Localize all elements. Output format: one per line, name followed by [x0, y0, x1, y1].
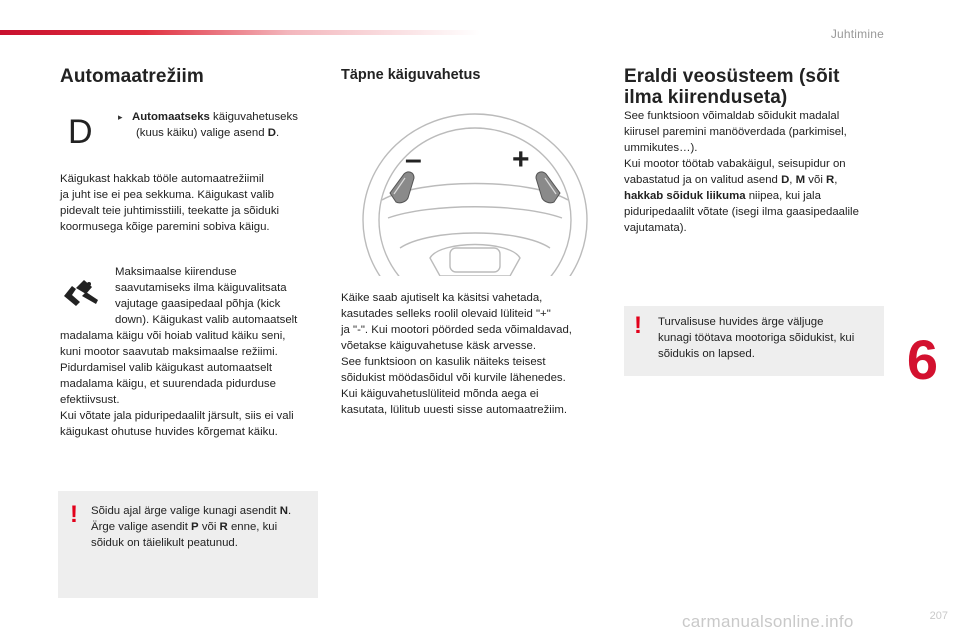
plus-symbol: +	[512, 143, 530, 176]
minus-paddle-icon	[390, 172, 414, 203]
right-warning-text: Turvalisuse huvides ärge väljuge kunagi töötava mootoriga sõidukist, kui sõidukis on lapsed.	[658, 316, 855, 360]
left-warning-box	[58, 491, 318, 598]
section-name: Juhtimine	[830, 27, 884, 41]
title-automatic-mode: Automaatrežiim	[60, 66, 204, 87]
page-number: 207	[929, 610, 948, 622]
kickdown-pedal-icon	[62, 278, 100, 308]
manual-shifting-paragraph: Käike saab ajutiselt ka käsitsi vahetada, kasutades selleks roolil olevaid lüliteid "+" ja "-". Kui mootori pöörded seda võimaldavad, võetakse käiguvahetuse käsk arvesse. See funktsioon on kasulik näiteks teisest sõidukist möödasõidul või kurvile lähenedes. Kui käiguvahetuslüliteid mõnda aega ei kasutata, lülitub uuesti sisse automaatrežiim.	[341, 292, 572, 416]
chapter-number: 6	[906, 328, 938, 391]
left-warning-text: Sõidu ajal ärge valige kunagi asendit N. Ärge valige asendit P või R enne, kui sõiduk on täielikult peatunud.	[91, 505, 292, 549]
kickdown-paragraph-continued: madalama käigu või hoiab valitud käiku seni, kuni mootor saavutab maksimaalse režiimi. Pidurdamisel valib käigukast automaatselt madalama käigu, et suurendada pidurduse efektiivsust. Kui võtate jala piduripedaalilt järsult, siis ei vali käigukast ohutuse huvides kõrgemat käiku.	[60, 330, 294, 438]
creep-paragraph: See funktsioon võimaldab sõidukit madalal kiirusel paremini manööverdada (parkimisel, ummikutes…). Kui mootor töötab vabakäigul, seisupidur on vabastatud ja on valitud asend D, M või R, hakkab sõiduk liikuma niipea, kui jala piduripedaalilt võtate (isegi ilma gaasipedaalile vajutamata).	[624, 110, 859, 234]
header-accent-bar	[0, 30, 480, 35]
steering-wheel-paddles-illustration	[360, 108, 590, 278]
right-column-title	[624, 66, 894, 108]
title-manual-shifting: Täpne käiguvahetus	[341, 67, 481, 83]
title-creep-function-l2: ilma kiirenduseta)	[624, 87, 788, 108]
right-warning-box	[624, 306, 884, 376]
plus-paddle-icon	[536, 172, 560, 203]
title-creep-function-l1: Eraldi veosüsteem (sõit	[624, 66, 840, 87]
d-instruction: ▸ Automaatseks käiguvahetuseks (kuus käiku) valige asend D.	[118, 111, 298, 139]
bullet-arrow-icon: ▸	[118, 112, 123, 122]
left-column	[60, 66, 322, 87]
auto-mode-paragraph: Käigukast hakkab tööle automaatrežiimil ja juht ise ei pea sekkuma. Käigukast valib pidevalt teie juhtimisstiili, teekatte ja sõiduki koormusega kõige paremini sobiva käigu.	[60, 173, 280, 233]
watermark: carmanualsonline.info	[682, 612, 854, 631]
gear-d-letter: D	[68, 113, 93, 151]
middle-column-title	[341, 66, 603, 84]
warning-icon: !	[634, 312, 642, 339]
warning-icon: !	[70, 501, 78, 528]
kickdown-paragraph: Maksimaalse kiirenduse saavutamiseks ilma käiguvalitsata vajutage gaasipedaal põhja (kick down). Käigukast valib automaatselt	[115, 266, 298, 326]
minus-symbol: –	[405, 143, 422, 176]
